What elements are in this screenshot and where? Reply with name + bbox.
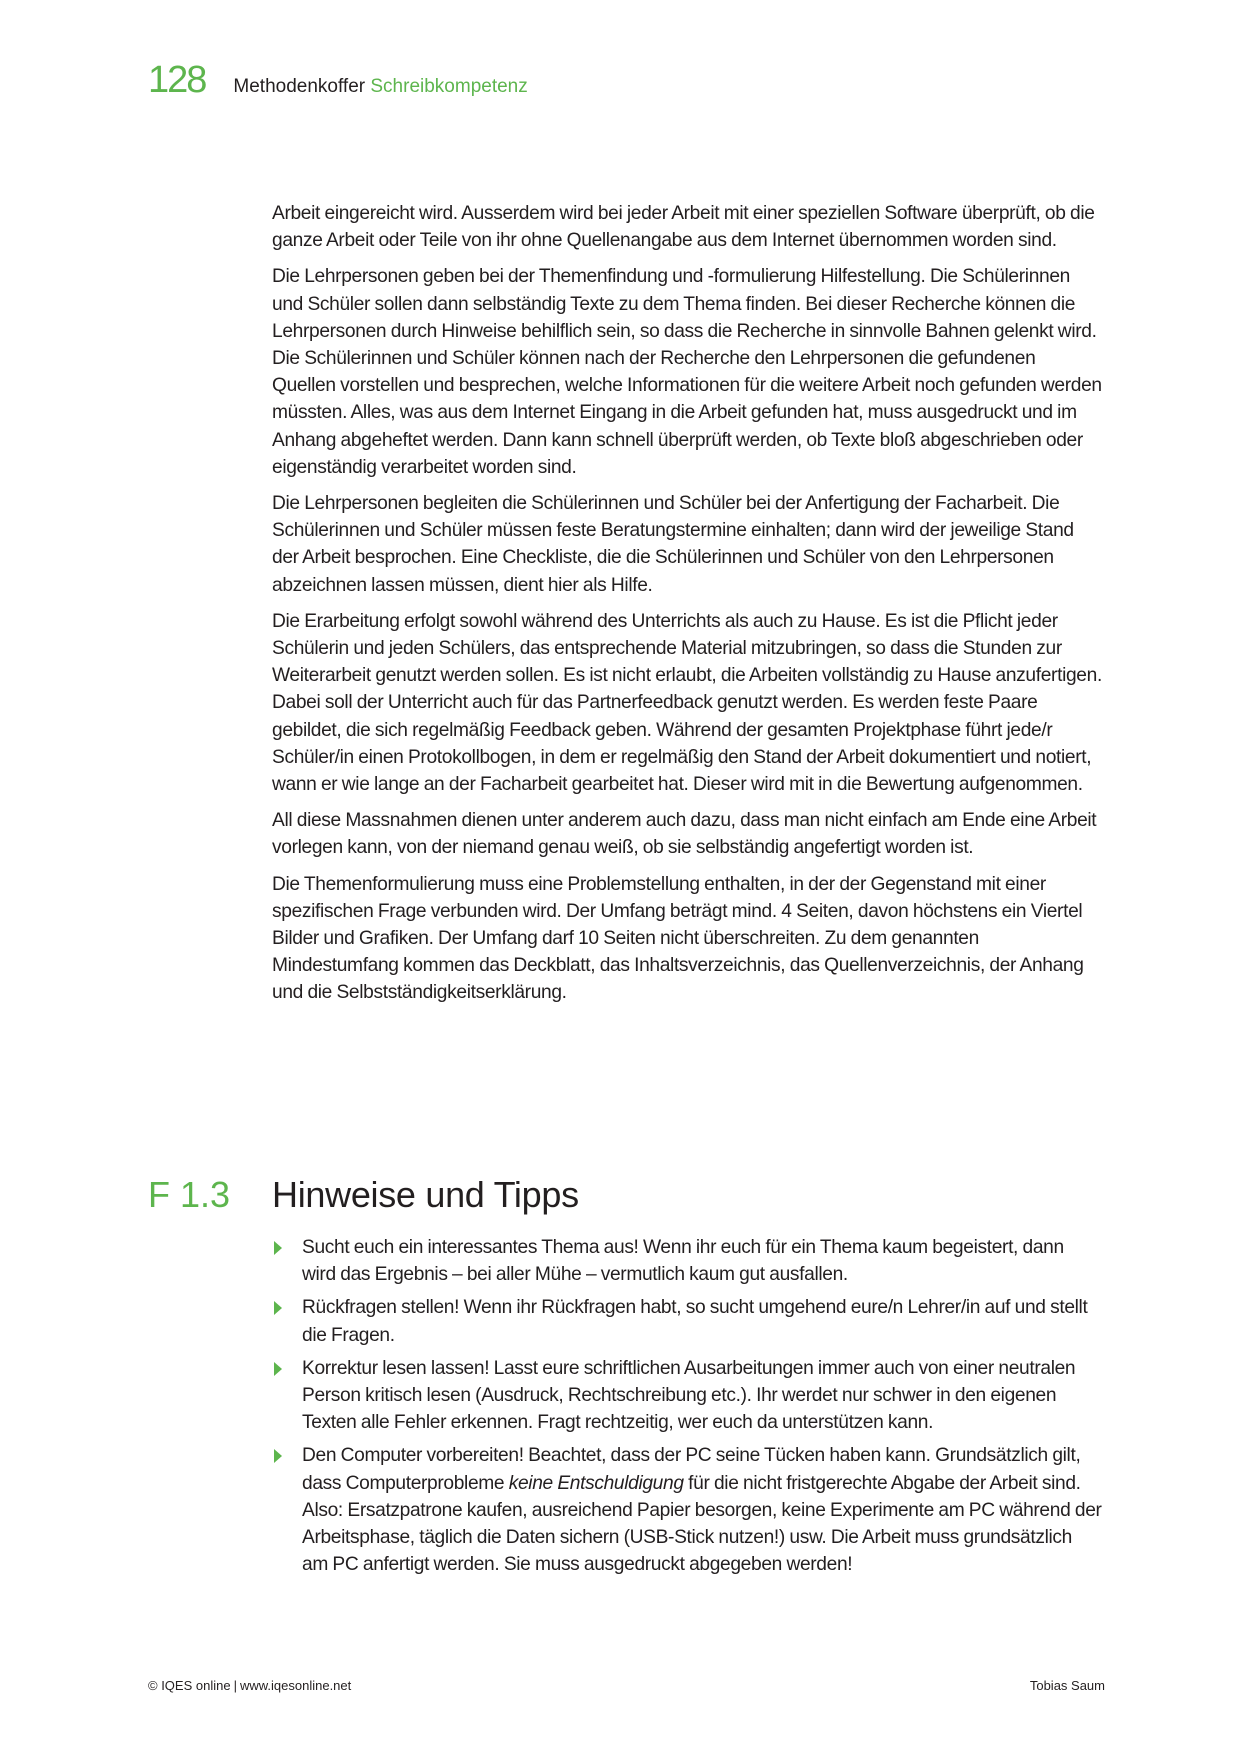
paragraph: Die Erarbeitung erfolgt sowohl während des Unterrichts als auch zu Hause. Es ist die Pflicht jeder Schülerin und jeden Schülers, das entsprechende Material mitzubringen, so dass die Stunden zur Weiterarbeit genutzt werden sollen. Es ist nicht erlaubt, die Arbeiten vollständig zu Hause anzufertigen. Dabei soll der Unterricht auch für das Partnerfeedback genutzt werden. Es werden feste Paare gebildet, die sich regelmäßig Feedback geben. Während der gesamten Projektphase führt jede/r Schüler/in einen Protokollbogen, in dem er regelmäßig den Stand der Arbeit dokumentiert und notiert, wann er wie lange an der Facharbeit gearbeitet hat. Dieser wird mit in die Bewertung aufgenommen. (272, 610, 1102, 796)
tip-text-before: Den Computer vorbereiten! Beachtet, dass der PC seine Tücken haben kann. Grundsätzlich gilt, dass Computerprobleme (302, 1445, 1081, 1494)
book-title: Methodenkoffer (233, 76, 366, 97)
triangle-right-icon (274, 1449, 282, 1463)
paragraph: Die Lehrpersonen begleiten die Schülerinnen und Schüler bei der Anfertigung der Facharbeit. Die Schülerinnen und Schüler müssen feste Beratungstermine einhalten; dann wird der jeweilige Stand der Arbeit besprochen. Eine Checkliste, die die Schülerinnen und Schüler von den Lehrpersonen abzeichnen lassen müssen, dient hier als Hilfe. (272, 493, 1074, 596)
paragraph: Arbeit eingereicht wird. Ausserdem wird bei jeder Arbeit mit einer speziellen Software überprüft, ob die ganze Arbeit oder Teile von ihr ohne Quellenangabe aus dem Internet übernommen worden sind. (272, 203, 1095, 252)
triangle-right-icon (274, 1362, 282, 1376)
section-title: Hinweise und Tipps (272, 1174, 579, 1215)
paragraph: Die Themenformulierung muss eine Problemstellung enthalten, in der der Gegenstand mit einer spezifischen Frage verbunden wird. Der Umfang beträgt mind. 4 Seiten, davon höchstens ein Viertel Bilder und Grafiken. Der Umfang darf 10 Seiten nicht überschreiten. Zu dem genannten Mindestumfang kommen das Deckblatt, das Inhaltsverzeichnis, das Quellenverzeichnis, der Anhang und die Selbstständigkeitserklärung. (272, 873, 1084, 1004)
section-number: F 1.3 (148, 1174, 231, 1215)
book-subtitle: Schreibkompetenz (370, 76, 528, 97)
footer-left (148, 1678, 351, 1693)
tip-text: Korrektur lesen lassen! Lasst eure schriftlichen Ausarbeitungen immer auch von einer neutralen Person kritisch lesen (Ausdruck, Rechtschreibung etc.). Ihr werdet nur schwer in den eigenen Texten alle Fehler erkennen. Fragt rechtzeitig, wer euch da unterstützen kann. (302, 1357, 1076, 1434)
running-title (233, 65, 527, 109)
tip-text: Sucht euch ein interessantes Thema aus! Wenn ihr euch für ein Thema kaum begeistert, dann wird das Ergebnis – bei aller Mühe – vermutlich kaum gut ausfallen. (302, 1237, 1064, 1286)
paragraph: All diese Massnahmen dienen unter anderem auch dazu, dass man nicht einfach am Ende eine Arbeit vorlegen kann, von der niemand genau weiß, ob sie selbständig angefertigt worden ist. (272, 810, 1097, 859)
website-link[interactable]: www.iqesonline.net (239, 1678, 352, 1693)
footer-separator: | (233, 1678, 237, 1693)
paragraph: Die Lehrpersonen geben bei der Themenfindung und -formulierung Hilfestellung. Die Schülerinnen und Schüler sollen dann selbständig Texte zu dem Thema finden. Bei dieser Recherche können die Lehrpersonen durch Hinweise behilflich sein, so dass die Recherche in sinnvolle Bahnen gelenkt wird. Die Schülerinnen und Schüler können nach der Recherche den Lehrpersonen die gefundenen Quellen vorstellen und besprechen, welche Informationen für die weitere Arbeit noch gefunden werden müssten. Alles, was aus dem Internet Eingang in die Arbeit gefunden hat, muss ausgedruckt und im Anhang abgeheftet werden. Dann kann schnell überprüft werden, ob Texte bloß abgeschrieben oder eigenständig verarbeitet worden sind. (272, 266, 1102, 478)
triangle-right-icon (274, 1241, 282, 1255)
section-heading (148, 1171, 579, 1219)
copyright: © IQES online (148, 1678, 231, 1693)
tip-text (302, 1445, 1102, 1575)
list-item (272, 1442, 1102, 1578)
triangle-right-icon (274, 1301, 282, 1315)
tip-text-after: für die nicht fristgerechte Abgabe der Arbeit sind. Also: Ersatzpatrone kaufen, ausreichend Papier besorgen, keine Experimente am PC während der Arbeitsphase, täglich die Daten sichern (USB-Stick nutzen!) usw. Die Arbeit muss grundsätzlich am PC anfertigt werden. Sie muss ausgedruckt abgegeben werden! (302, 1472, 1102, 1576)
body-text (272, 200, 1102, 1016)
tip-text: Rückfragen stellen! Wenn ihr Rückfragen habt, so sucht umgehend eure/n Lehrer/in auf und stellt die Fragen. (302, 1297, 1088, 1346)
tips-list (272, 1234, 1102, 1584)
tip-text-emphasis: keine Entschuldigung (508, 1472, 684, 1494)
footer-author: Tobias Saum (1029, 1678, 1105, 1693)
list-item (272, 1355, 1102, 1437)
list-item (272, 1294, 1102, 1348)
list-item (272, 1234, 1102, 1288)
page-header (148, 58, 528, 102)
page-number: 128 (148, 59, 206, 101)
